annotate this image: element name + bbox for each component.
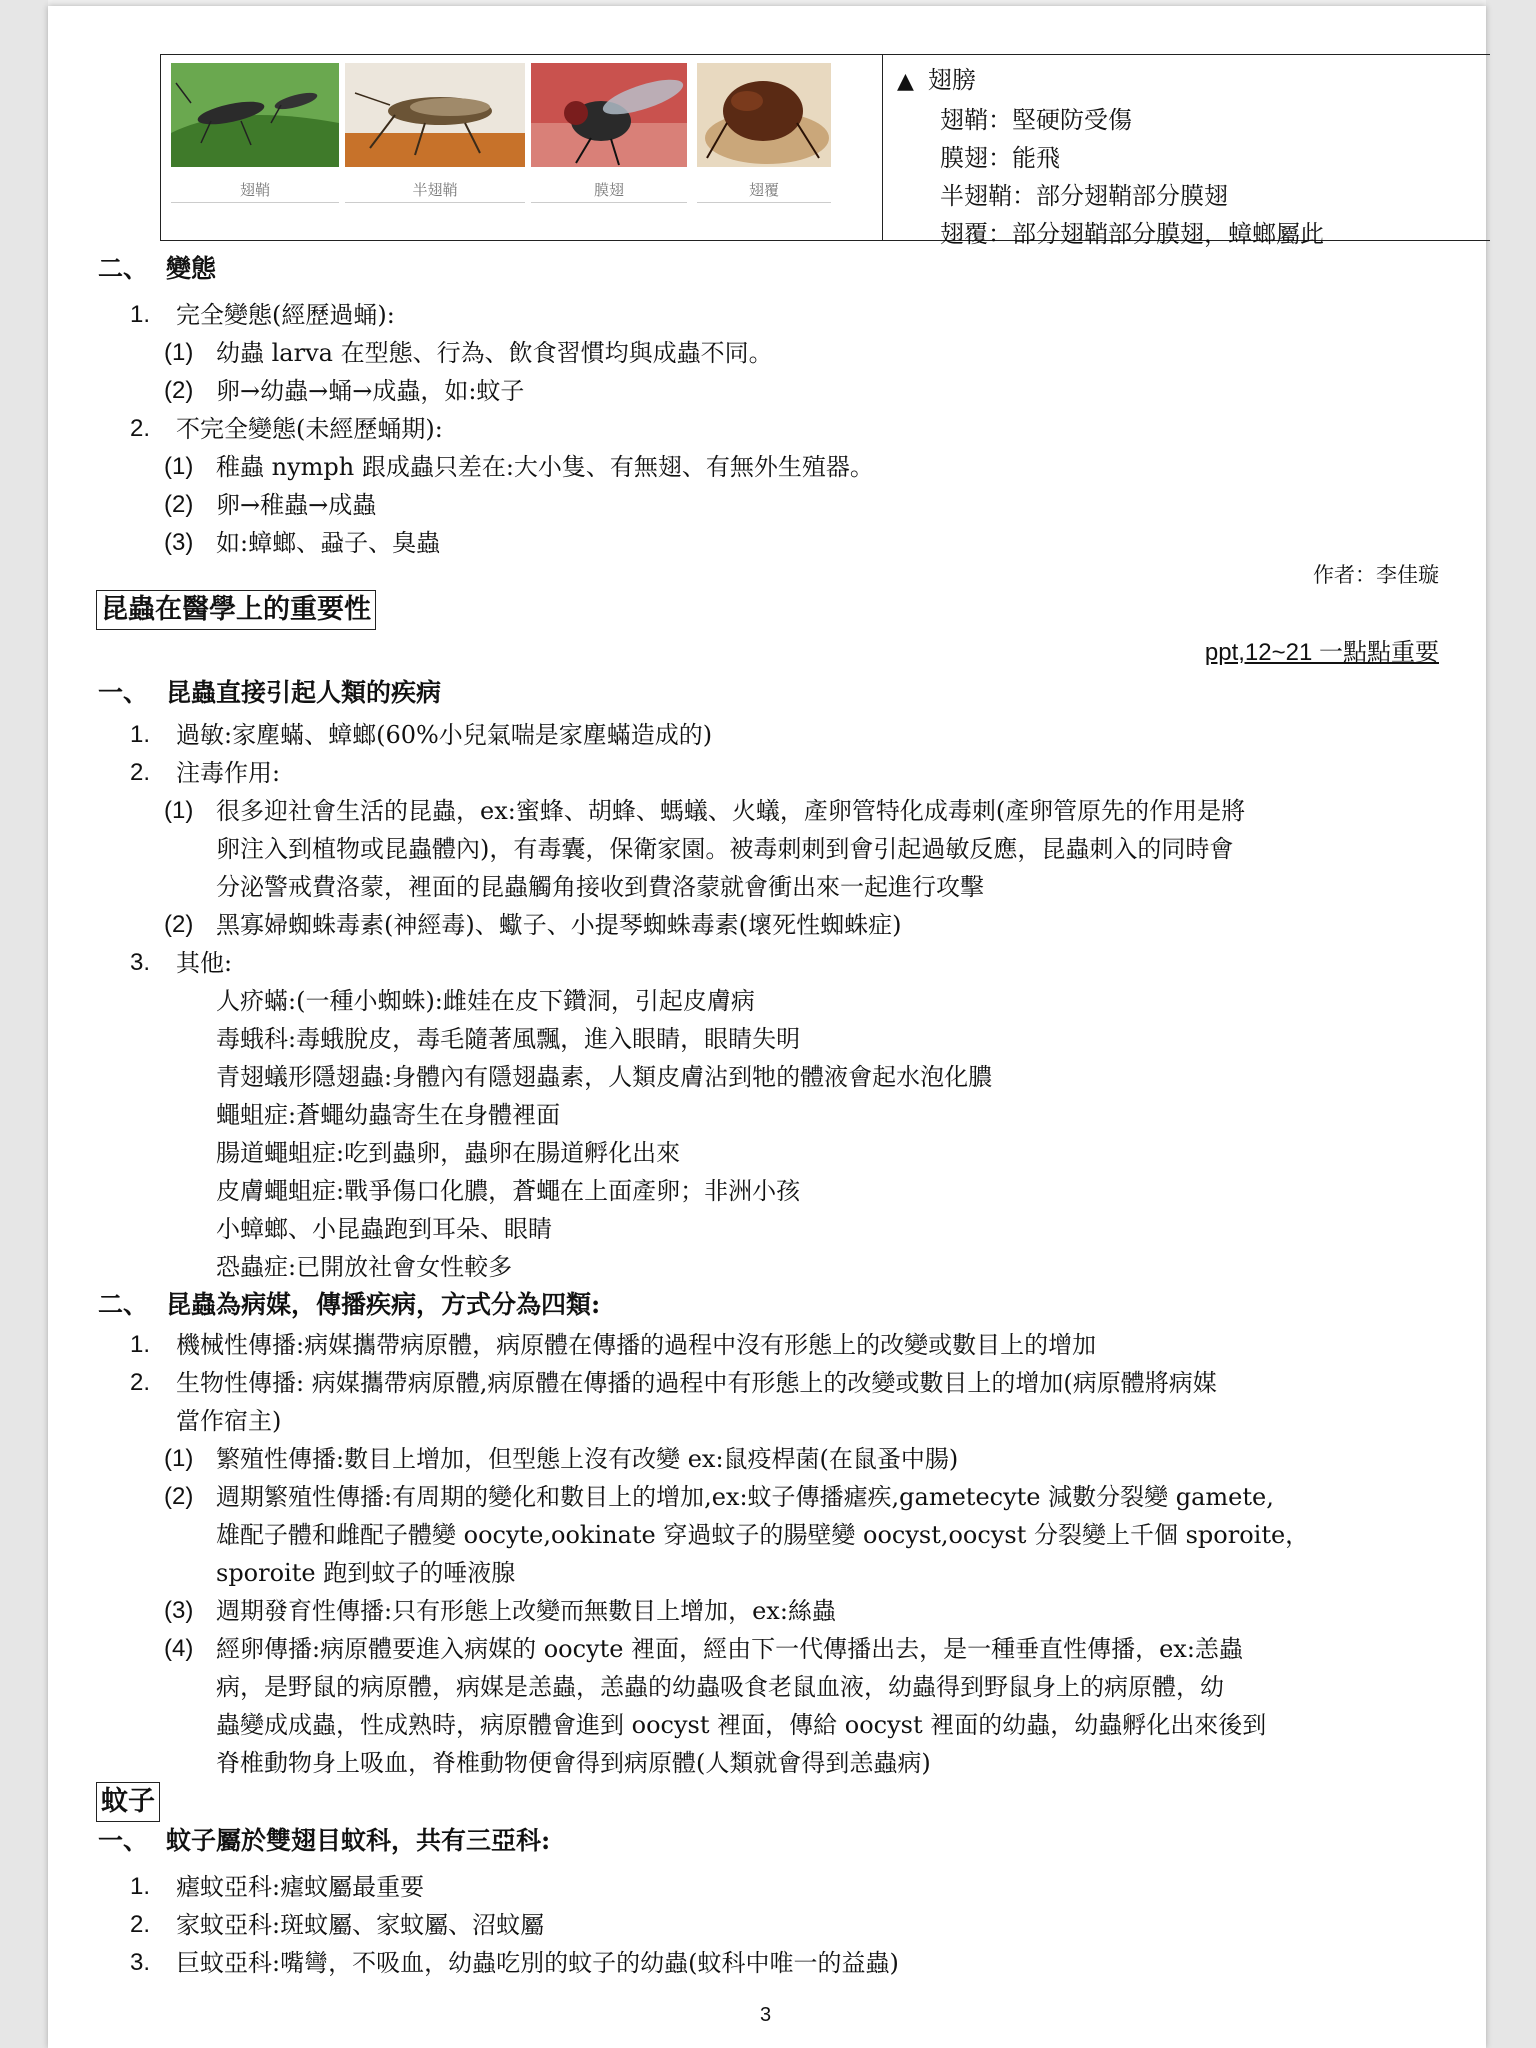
wing-item: 翅覆：部分翅鞘部分膜翅，蟑螂屬此 <box>940 220 1324 248</box>
section-number: 一、 <box>98 1826 149 1855</box>
item-number: (2) <box>164 911 194 938</box>
item-number: 2. <box>130 759 151 786</box>
other-item: 蠅蛆症:蒼蠅幼蟲寄生在身體裡面 <box>216 1101 561 1129</box>
paragraph-line: 分泌警戒費洛蒙，裡面的昆蟲觸角接收到費洛蒙就會衝出來一起進行攻擊 <box>216 873 984 901</box>
section-number: 一、 <box>98 678 149 707</box>
item-number: (1) <box>164 1445 194 1472</box>
section-title-box: 昆蟲在醫學上的重要性 <box>96 590 376 630</box>
list-item: 其他: <box>176 949 233 977</box>
photo-caption: 膜翅 <box>531 179 687 203</box>
item-number: (1) <box>164 453 194 480</box>
list-item: 幼蟲 larva 在型態、行為、飲食習慣均與成蟲不同。 <box>216 339 773 367</box>
paragraph-line: sporoite 跑到蚊子的唾液腺 <box>216 1559 516 1587</box>
section-number: 二、 <box>98 1290 149 1319</box>
right-margin-strip <box>1486 0 1536 2048</box>
item-number: 1. <box>130 301 151 328</box>
list-item: 過敏:家塵蟎、蟑螂(60%小兒氣喘是家塵蟎造成的) <box>176 721 713 749</box>
item-number: (2) <box>164 1483 194 1510</box>
wing-heading: 翅膀 <box>927 66 976 94</box>
section-heading: 變態 <box>166 254 217 283</box>
photo-caption: 翅鞘 <box>171 179 339 203</box>
other-item: 腸道蠅蛆症:吃到蟲卵，蟲卵在腸道孵化出來 <box>216 1139 681 1167</box>
photo-caption: 翅覆 <box>697 179 831 203</box>
other-item: 人疥蟎:(一種小蜘蛛):雌娃在皮下鑽洞，引起皮膚病 <box>216 987 755 1015</box>
item-number: 1. <box>130 721 151 748</box>
list-item: 瘧蚊亞科:瘧蚊屬最重要 <box>176 1873 425 1901</box>
other-item: 毒蛾科:毒蛾脫皮，毒毛隨著風飄，進入眼睛，眼睛失明 <box>216 1025 801 1053</box>
other-item: 小蟑螂、小昆蟲跑到耳朵、眼睛 <box>216 1215 552 1243</box>
ppt-note: ppt,12~21 一點點重要 <box>1204 639 1439 666</box>
item-number: (4) <box>164 1635 194 1662</box>
paragraph-line: 病，是野鼠的病原體，病媒是恙蟲，恙蟲的幼蟲吸食老鼠血液，幼蟲得到野鼠身上的病原體，幼 <box>216 1673 1224 1701</box>
paragraph-line: 週期繁殖性傳播:有周期的變化和數目上的增加,ex:蚊子傳播瘧疾,gametecyte 減數分裂變 gamete, <box>216 1483 1274 1511</box>
list-item: 黑寡婦蜘蛛毒素(神經毒)、蠍子、小提琴蜘蛛毒素(壞死性蜘蛛症) <box>216 911 902 939</box>
list-item: 卵→幼蟲→蛹→成蟲，如:蚊子 <box>216 377 525 405</box>
list-item: 完全變態(經歷過蛹): <box>176 301 395 329</box>
list-item: 卵→稚蟲→成蟲 <box>216 491 377 519</box>
list-item: 繁殖性傳播:數目上增加，但型態上沒有改變 ex:鼠疫桿菌(在鼠蚤中腸) <box>216 1445 959 1473</box>
wing-photos-cell <box>161 55 883 240</box>
paragraph-line: 蟲變成成蟲，性成熟時，病原體會進到 oocyst 裡面，傳給 oocyst 裡面的幼蟲，幼蟲孵化出來後到 <box>216 1711 1267 1739</box>
paragraph-line: 當作宿主) <box>176 1407 282 1435</box>
item-number: (1) <box>164 339 194 366</box>
photo-caption: 半翅鞘 <box>345 179 525 203</box>
list-item: 家蚊亞科:斑蚊屬、家蚊屬、沼蚊屬 <box>176 1911 545 1939</box>
item-number: 2. <box>130 1911 151 1938</box>
section-heading: 蚊子屬於雙翅目蚊科，共有三亞科: <box>166 1826 551 1855</box>
bug-image <box>345 63 525 167</box>
other-item: 青翅蟻形隱翅蟲:身體內有隱翅蟲素，人類皮膚沾到牠的體液會起水泡化膿 <box>216 1063 993 1091</box>
section-heading: 昆蟲為病媒，傳播疾病，方式分為四類: <box>166 1290 601 1319</box>
list-item: 巨蚊亞科:嘴彎，不吸血，幼蟲吃別的蚊子的幼蟲(蚊科中唯一的益蟲) <box>176 1949 899 1977</box>
list-item: 不完全變態(未經歷蛹期): <box>176 415 443 443</box>
list-item: 週期發育性傳播:只有形態上改變而無數目上增加，ex:絲蟲 <box>216 1597 836 1625</box>
fly-image <box>531 63 687 167</box>
item-number: (3) <box>164 529 194 556</box>
beetle-image <box>171 63 339 167</box>
item-number: 1. <box>130 1873 151 1900</box>
item-number: (1) <box>164 797 194 824</box>
left-margin-strip <box>0 0 48 2048</box>
list-item: 注毒作用: <box>176 759 281 787</box>
paragraph-line: 卵注入到植物或昆蟲體內)，有毒囊，保衛家園。被毒刺刺到會引起過敏反應，昆蟲刺入的同時會 <box>216 835 1234 863</box>
author-note: 作者：李佳璇 <box>1313 563 1439 587</box>
item-number: 1. <box>130 1331 151 1358</box>
document-page <box>48 6 1486 2048</box>
other-item: 恐蟲症:已開放社會女性較多 <box>216 1253 513 1281</box>
item-number: 2. <box>130 415 151 442</box>
section-title-box: 蚊子 <box>96 1782 160 1822</box>
paragraph-line: 生物性傳播: 病媒攜帶病原體,病原體在傳播的過程中有形態上的改變或數目上的增加(病原體將病媒 <box>176 1369 1217 1397</box>
paragraph-line: 很多迎社會生活的昆蟲，ex:蜜蜂、胡蜂、螞蟻、火蟻，產卵管特化成毒刺(產卵管原先的作用是將 <box>216 797 1246 825</box>
paragraph-line: 脊椎動物身上吸血，脊椎動物便會得到病原體(人類就會得到恙蟲病) <box>216 1749 931 1777</box>
item-number: (3) <box>164 1597 194 1624</box>
paragraph-line: 經卵傳播:病原體要進入病媒的 oocyte 裡面，經由下一代傳播出去，是一種垂直性傳播，ex:恙蟲 <box>216 1635 1243 1663</box>
paragraph-line: 雄配子體和雌配子體變 oocyte,ookinate 穿過蚊子的腸壁變 oocyst,oocyst 分裂變上千個 sporoite， <box>216 1521 1310 1549</box>
item-number: 3. <box>130 1949 151 1976</box>
wing-item: 翅鞘：堅硬防受傷 <box>940 106 1132 134</box>
wing-description <box>897 61 1324 253</box>
triangle-bullet-icon: ▲ <box>897 69 914 94</box>
cockroach-image <box>697 63 831 167</box>
page-number: 3 <box>760 2004 772 2026</box>
list-item: 機械性傳播:病媒攜帶病原體，病原體在傳播的過程中沒有形態上的改變或數目上的增加 <box>176 1331 1097 1359</box>
item-number: 3. <box>130 949 151 976</box>
item-number: (2) <box>164 491 194 518</box>
wing-item: 膜翅：能飛 <box>940 144 1060 172</box>
section-number: 二、 <box>98 254 149 283</box>
section-heading: 昆蟲直接引起人類的疾病 <box>166 678 442 707</box>
other-item: 皮膚蠅蛆症:戰爭傷口化膿，蒼蠅在上面產卵；非洲小孩 <box>216 1177 801 1205</box>
wing-types-table <box>160 54 1490 248</box>
wing-item: 半翅鞘：部分翅鞘部分膜翅 <box>940 182 1228 210</box>
list-item: 稚蟲 nymph 跟成蟲只差在:大小隻、有無翅、有無外生殖器。 <box>216 453 874 481</box>
item-number: (2) <box>164 377 194 404</box>
list-item: 如:蟑螂、蝨子、臭蟲 <box>216 529 441 557</box>
item-number: 2. <box>130 1369 151 1396</box>
